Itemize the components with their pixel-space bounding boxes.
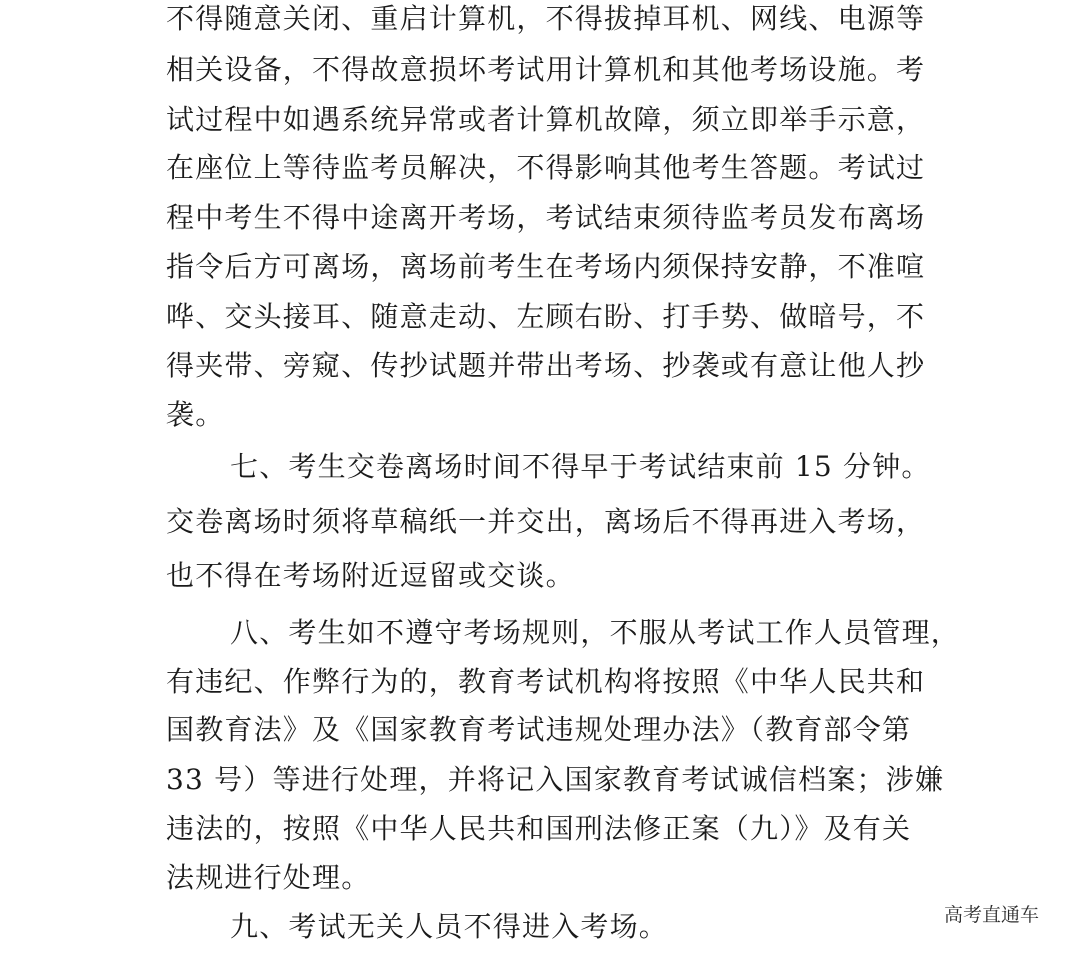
text-line: 得夹带、旁窥、传抄试题并带出考场、抄袭或有意让他人抄 [166, 349, 926, 382]
text-line: 相关设备，不得故意损坏考试用计算机和其他考场设施。考 [166, 53, 926, 86]
text-line: 在座位上等待监考员解决，不得影响其他考生答题。考试过 [166, 151, 926, 184]
paragraph-9-line: 九、考试无关人员不得进入考场。 [230, 910, 669, 943]
paragraph-8-line: 33 号）等进行处理，并将记入国家教育考试诚信档案；涉嫌 [166, 763, 945, 796]
paragraph-7-line: 也不得在考场附近逗留或交谈。 [166, 559, 575, 592]
paragraph-7-line: 交卷离场时须将草稿纸一并交出，离场后不得再进入考场， [166, 505, 926, 538]
paragraph-7-line: 七、考生交卷离场时间不得早于考试结束前 15 分钟。 [230, 450, 931, 483]
paragraph-8-line: 有违纪、作弊行为的，教育考试机构将按照《中华人民共和 [166, 665, 926, 698]
paragraph-8-line: 八、考生如不遵守考场规则，不服从考试工作人员管理， [230, 616, 961, 649]
paragraph-8-line: 国教育法》及《国家教育考试违规处理办法》（教育部令第 [166, 713, 912, 746]
watermark-label: 高考直通车 [944, 904, 1040, 926]
text-line: 哗、交头接耳、随意走动、左顾右盼、打手势、做暗号，不 [166, 300, 926, 333]
paragraph-8-line: 法规进行处理。 [166, 861, 371, 894]
text-line: 不得随意关闭、重启计算机，不得拔掉耳机、网线、电源等 [166, 2, 926, 35]
text-line: 程中考生不得中途离开考场，考试结束须待监考员发布离场 [166, 201, 926, 234]
text-line: 指令后方可离场，离场前考生在考场内须保持安静，不准喧 [166, 250, 926, 283]
text-line: 试过程中如遇系统异常或者计算机故障，须立即举手示意， [166, 103, 926, 136]
paragraph-8-line: 违法的，按照《中华人民共和国刑法修正案（九）》及有关 [166, 812, 912, 845]
text-line: 袭。 [166, 398, 225, 431]
